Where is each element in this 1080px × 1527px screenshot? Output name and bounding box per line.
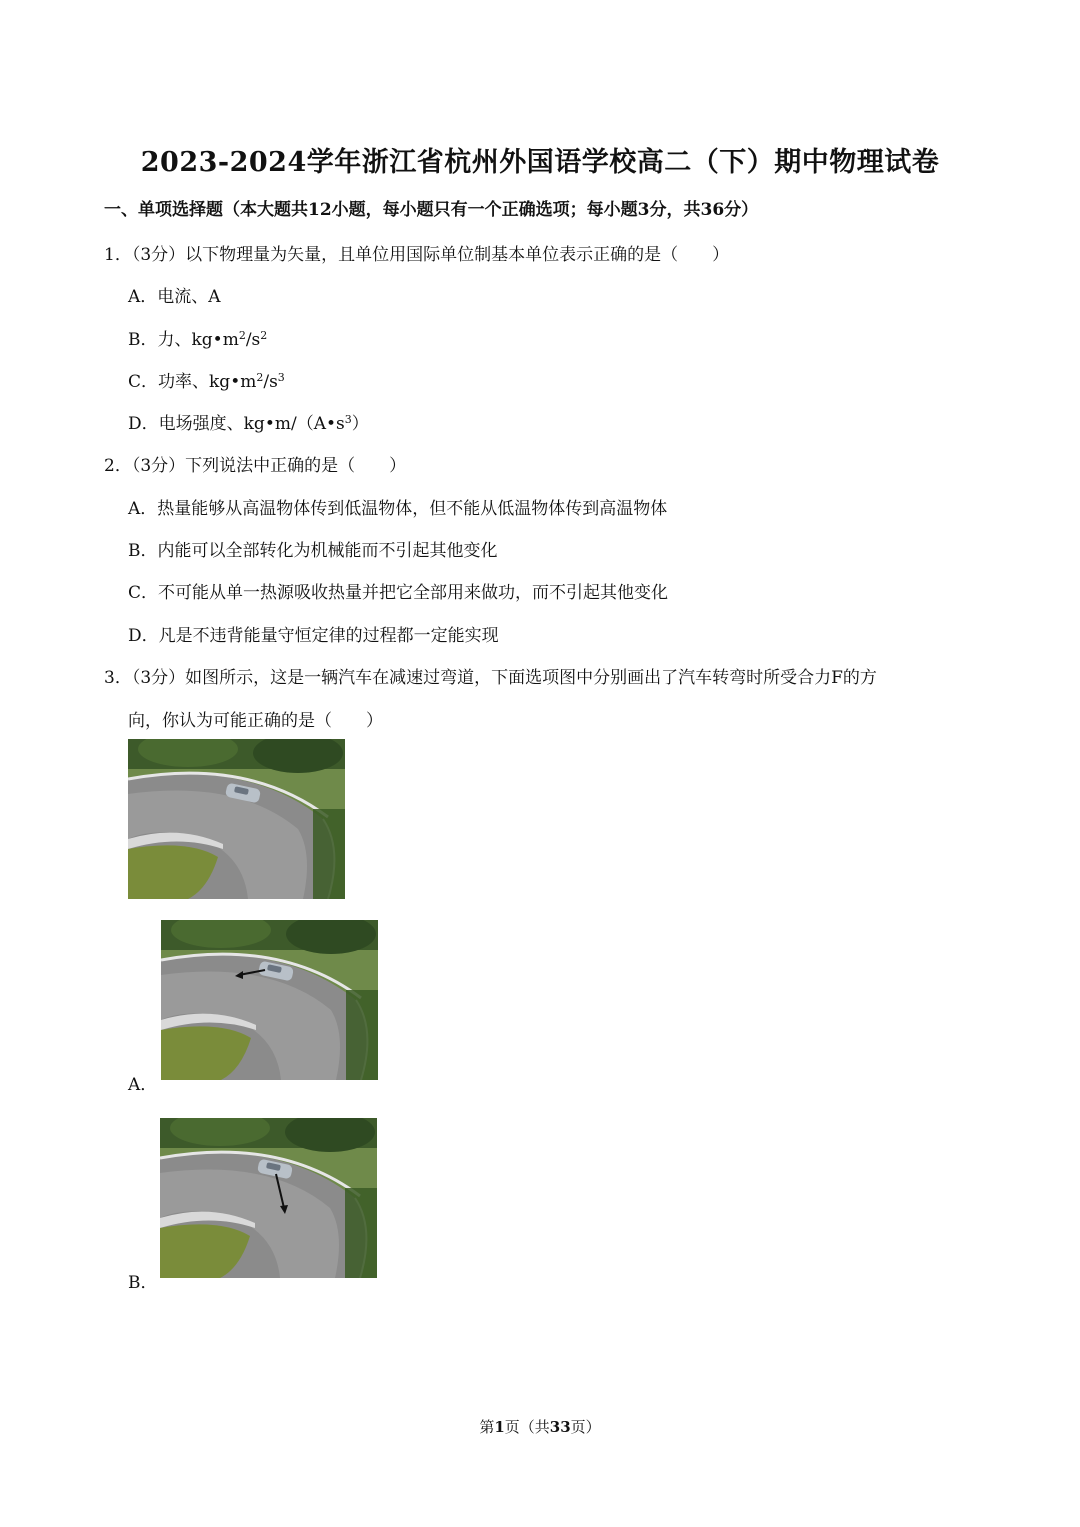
option-b-label: B． [128,1273,158,1293]
q2-option-a: A．热量能够从高温物体传到低温物体，但不能从低温物体传到高温物体 [128,499,668,519]
question-1-stem: 1．（3分）以下物理量为矢量，且单位用国际单位制基本单位表示正确的是（ ） [104,245,730,265]
q1-option-d: D．电场强度、$kg•m/(A•s^3)$ [128,413,369,434]
page-number: 1 [494,1418,505,1436]
curve-road-photo [128,739,345,899]
page-total: 33 [549,1418,571,1436]
question-3-stem-line2: 向，你认为可能正确的是（ ） [128,711,383,731]
exam-title: 2023-2024学年浙江省杭州外国语学校高二（下）期中物理试卷 [140,147,940,178]
page-footer: 第1页（共33页） [479,1418,601,1436]
option-a-label: A． [128,1075,158,1095]
question-3-stem-line1: 3．（3分）如图所示，这是一辆汽车在减速过弯道，下面选项图中分别画出了汽车转弯时所受合力F的方 [104,668,877,688]
q1-option-b: B．力、$kg•m^2/s^2$ [128,329,268,350]
question-2-stem: 2．（3分）下列说法中正确的是（ ） [104,456,407,476]
option-a-figure [161,920,378,1080]
q1-option-a: A．电流、A [128,287,221,307]
q1-option-c: C．功率、$kg•m^2/s^3$ [128,371,285,392]
q2-option-d: D．凡是不违背能量守恒定律的过程都一定能实现 [128,626,499,646]
q2-option-c: C．不可能从单一热源吸收热量并把它全部用来做功，而不引起其他变化 [128,583,669,603]
section-heading: 一、单项选择题（本大题共12小题，每小题只有一个正确选项；每小题3分，共36分） [104,200,759,220]
q2-option-b: B．内能可以全部转化为机械能而不引起其他变化 [128,541,498,561]
option-b-figure [160,1118,377,1278]
